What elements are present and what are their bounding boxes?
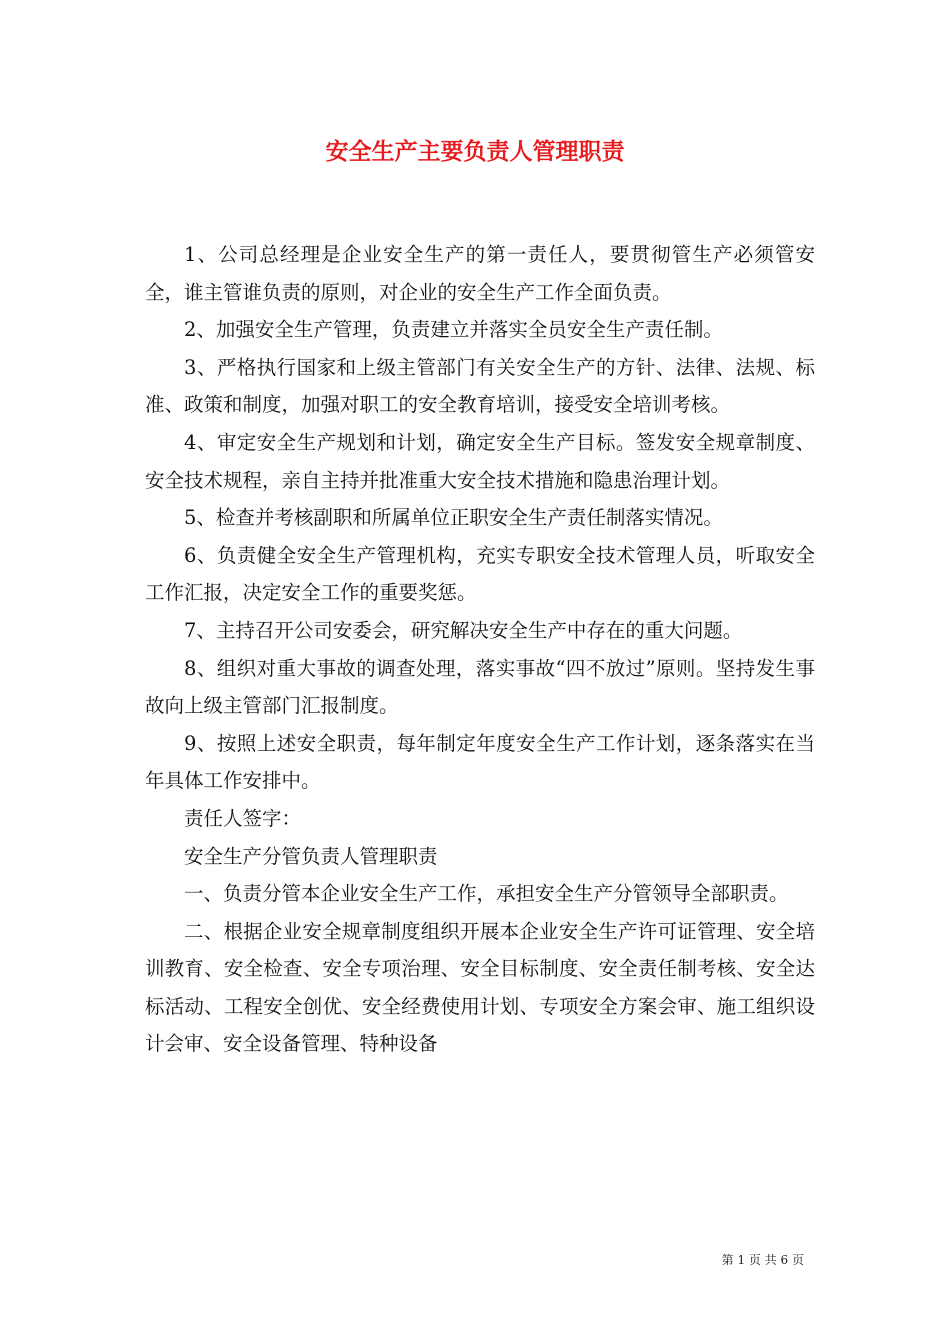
signature-line: 责任人签字： [184, 806, 302, 830]
paragraph-5: 5、检查并考核副职和所属单位正职安全生产责任制落实情况。 [184, 506, 723, 530]
paragraph-4: 4、审定安全生产规划和计划，确定安全生产目标。签发安全规章制度、安全技术规程，亲自主持并批准重大安全技术措施和隐患治理计划。 [145, 430, 815, 492]
paragraph-section2-2: 二、根据企业安全规章制度组织开展本企业安全生产许可证管理、安全培训教育、安全检查、安全专项治理、安全目标制度、安全责任制考核、安全达标活动、工程安全创优、安全经费使用计划、专项安全方案会审、施工组织设计会审、安全设备管理、特种设备 [145, 919, 815, 1056]
page-number: 第 1 页 共 6 页 [721, 1253, 804, 1267]
paragraph-3: 3、严格执行国家和上级主管部门有关安全生产的方针、法律、法规、标准、政策和制度，加强对职工的安全教育培训，接受安全培训考核。 [145, 355, 815, 417]
paragraph-1: 1、公司总经理是企业安全生产的第一责任人，要贯彻管生产必须管安全，谁主管谁负责的原则，对企业的安全生产工作全面负责。 [145, 243, 815, 304]
paragraph-9: 9、按照上述安全职责，每年制定年度安全生产工作计划，逐条落实在当年具体工作安排中。 [145, 731, 815, 793]
section-heading: 安全生产分管负责人管理职责 [184, 844, 438, 868]
document-title: 安全生产主要负责人管理职责 [325, 138, 625, 165]
paragraph-6: 6、负责健全安全生产管理机构，充实专职安全技术管理人员，听取安全工作汇报，决定安全工作的重要奖惩。 [145, 543, 815, 605]
paragraph-2: 2、加强安全生产管理，负责建立并落实全员安全生产责任制。 [184, 318, 723, 342]
paragraph-8: 8、组织对重大事故的调查处理，落实事故“四不放过”原则。坚持发生事故向上级主管部门汇报制度。 [145, 656, 815, 718]
document-body [145, 236, 815, 1063]
paragraph-7: 7、主持召开公司安委会，研究解决安全生产中存在的重大问题。 [184, 618, 743, 642]
paragraph-section2-1: 一、负责分管本企业安全生产工作，承担安全生产分管领导全部职责。 [184, 882, 789, 906]
